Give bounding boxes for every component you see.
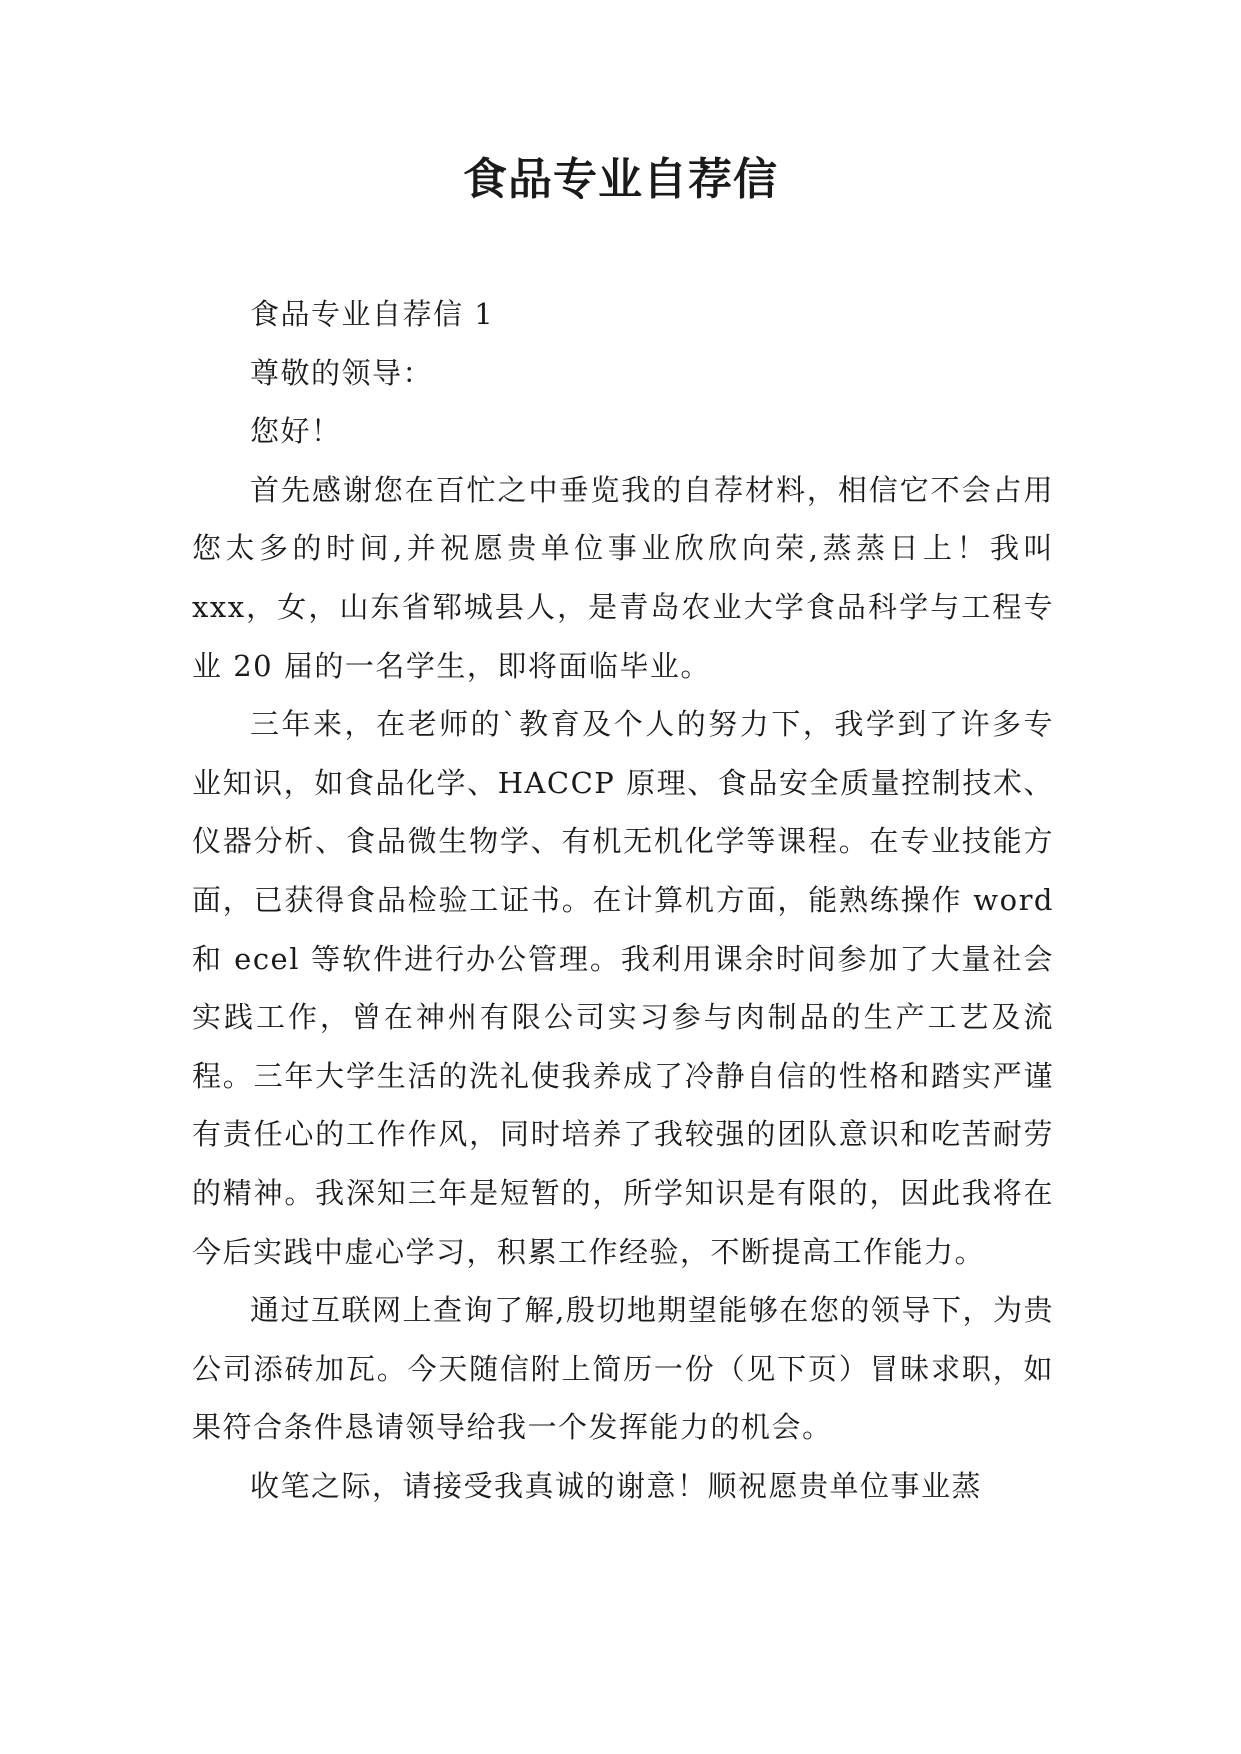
letter-heading: 食品专业自荐信 1 — [250, 297, 495, 331]
document-body — [192, 285, 1054, 1515]
paragraph-closing: 收笔之际，请接受我真诚的谢意！顺祝愿贵单位事业蒸 — [250, 1468, 983, 1503]
greeting: 您好！ — [250, 414, 342, 449]
document-title: 食品专业自荐信 — [463, 154, 778, 205]
paragraph-request: 通过互联网上查询了解,殷切地期望能够在您的领导下，为贵公司添砖加瓦。今天随信附上简历一份（见下页）冒昧求职，如果符合条件恳请领导给我一个发挥能力的机会。 — [192, 1293, 1054, 1445]
salutation: 尊敬的领导： — [250, 355, 434, 390]
paragraph-experience: 三年来，在老师的`教育及个人的努力下，我学到了许多专业知识，如食品化学、HACCP 原理、食品安全质量控制技术、仪器分析、食品微生物学、有机无机化学等课程。在专业技能方面，已获得食品检验工证书。在计算机方面，能熟练操作 word 和 ecel 等软件进行办公管理。我利用课余时间参加了大量社会实践工作，曾在神州有限公司实习参与肉制品的生产工艺及流程。三年大学生活的洗礼使我养成了冷静自信的性格和踏实严谨有责任心的工作作风，同时培养了我较强的团队意识和吃苦耐劳的精神。我深知三年是短暂的，所学知识是有限的，因此我将在今后实践中虚心学习，积累工作经验，不断提高工作能力。 — [192, 707, 1054, 1269]
paragraph-introduction: 首先感谢您在百忙之中垂览我的自荐材料，相信它不会占用您太多的时间,并祝愿贵单位事业欣欣向荣,蒸蒸日上！我叫 xxx，女，山东省郓城县人，是青岛农业大学食品科学与工程专业 20 届的一名学生，即将面临毕业。 — [192, 472, 1054, 683]
